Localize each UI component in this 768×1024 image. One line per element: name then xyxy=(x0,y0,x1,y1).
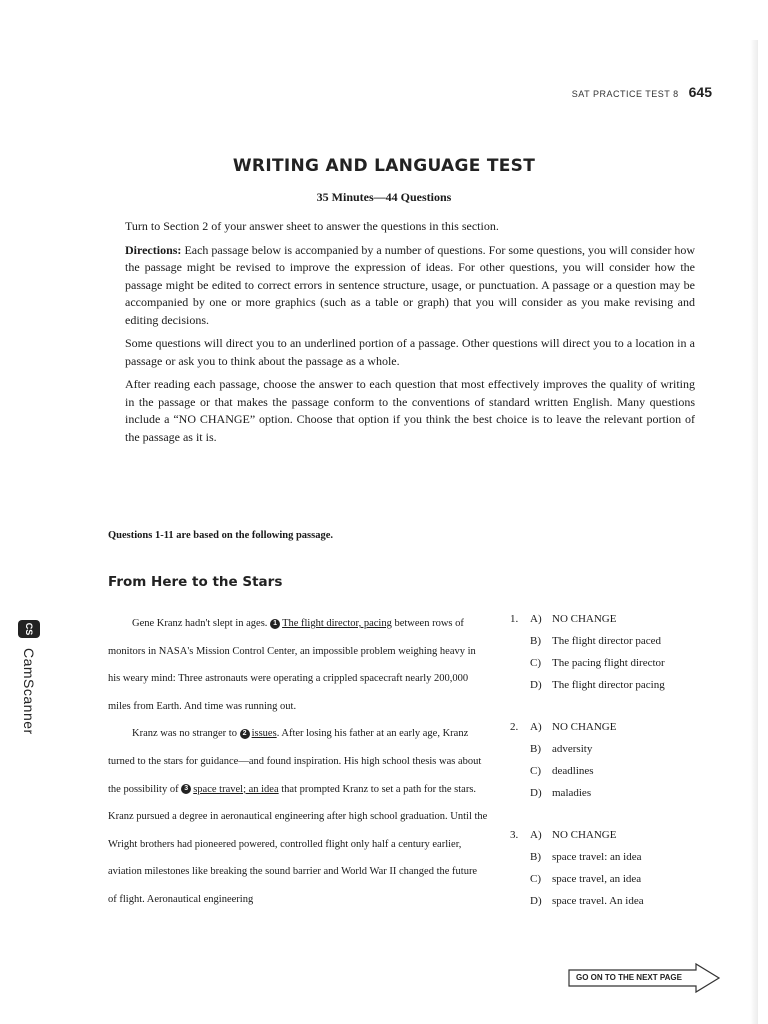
page-header xyxy=(572,84,712,100)
option-letter: B) xyxy=(530,743,541,755)
option-letter: C) xyxy=(530,765,541,777)
option-letter: A) xyxy=(530,613,542,625)
passage-text: Kranz was no stranger to xyxy=(132,728,240,740)
passage-paragraph-1 xyxy=(108,610,488,720)
question-number: 1. xyxy=(510,613,519,625)
answer-option[interactable] xyxy=(510,760,730,782)
option-text: The pacing flight director xyxy=(552,657,665,669)
camscanner-watermark xyxy=(20,618,38,735)
question-2 xyxy=(510,716,730,804)
option-letter: B) xyxy=(530,851,541,863)
option-text: The flight director paced xyxy=(552,635,662,647)
next-page-arrow[interactable] xyxy=(566,962,722,994)
directions-label: Directions: xyxy=(125,242,182,257)
answer-option[interactable] xyxy=(510,890,730,912)
option-text: adversity xyxy=(552,743,593,755)
directions-paragraph xyxy=(125,242,695,330)
question-number: 2. xyxy=(510,721,519,733)
option-text: space travel. An idea xyxy=(552,895,644,907)
option-text: space travel: an idea xyxy=(552,851,642,863)
question-marker-1: 1 xyxy=(270,619,280,629)
question-marker-2: 2 xyxy=(240,729,250,739)
answer-option[interactable] xyxy=(510,782,730,804)
passage-text: between rows of monitors in NASA's Mission Control Center, an impossible problem weighing heavy in his weary mind: Three astronauts were operating a crippled spacecraft nearly 200,000 miles from Earth. And time was running out. xyxy=(108,618,476,712)
questions-column xyxy=(510,608,730,932)
intro-section xyxy=(125,218,695,452)
directions-text: Each passage below is accompanied by a number of questions. For some questions, you will consider how the passage might be revised to improve the expression of ideas. For other questions, you will consider how the passage might be edited to correct errors in sentence structure, usage, or punctuation. A passage or a question may be accompanied by one or more graphics (such as a table or graph) that you will consider as you make revising and editing decisions. xyxy=(125,242,695,327)
intro-paragraph-3: After reading each passage, choose the answer to each question that most effectively improves the quality of writing in the passage or that makes the passage conform to the conventions of standard written English. Many questions include a “NO CHANGE” option. Choose that option if you think the best choice is to leave the relevant portion of the passage as it is. xyxy=(125,377,695,444)
option-letter: B) xyxy=(530,635,541,647)
option-letter: D) xyxy=(530,679,542,691)
passage-paragraph-2 xyxy=(108,720,488,913)
option-text: NO CHANGE xyxy=(552,721,617,733)
option-text: maladies xyxy=(552,787,592,799)
answer-option[interactable] xyxy=(510,824,730,846)
answer-option[interactable] xyxy=(510,868,730,890)
page-title: WRITING AND LANGUAGE TEST xyxy=(232,156,536,176)
option-text: The flight director pacing xyxy=(552,679,665,691)
passage-body xyxy=(108,610,488,914)
passage-title: From Here to the Stars xyxy=(108,574,283,590)
option-letter: C) xyxy=(530,657,541,669)
intro-line: Turn to Section 2 of your answer sheet to answer the questions in this section. xyxy=(125,219,499,233)
questions-label: Questions 1-11 are based on the following passage. xyxy=(108,530,333,541)
answer-option[interactable] xyxy=(510,630,730,652)
page-number: 645 xyxy=(688,84,712,100)
question-marker-3: 3 xyxy=(181,784,191,794)
answer-option[interactable] xyxy=(510,652,730,674)
question-1 xyxy=(510,608,730,696)
page-subtitle: 35 Minutes—44 Questions xyxy=(316,190,452,204)
option-text: NO CHANGE xyxy=(552,829,617,841)
option-text: deadlines xyxy=(552,765,594,777)
option-letter: C) xyxy=(530,873,541,885)
option-letter: D) xyxy=(530,787,542,799)
question-3 xyxy=(510,824,730,912)
underlined-portion-1: The flight director, pacing xyxy=(282,618,392,629)
option-text: NO CHANGE xyxy=(552,613,617,625)
underlined-portion-2: issues xyxy=(251,728,277,740)
answer-option[interactable] xyxy=(510,738,730,760)
answer-option[interactable] xyxy=(510,674,730,696)
underlined-portion-3: space travel; an idea xyxy=(193,783,279,795)
answer-option[interactable] xyxy=(510,716,730,738)
answer-option[interactable] xyxy=(510,846,730,868)
camscanner-text: CamScanner xyxy=(21,648,37,735)
page-edge-shadow xyxy=(750,40,758,1024)
question-number: 3. xyxy=(510,829,519,841)
option-letter: A) xyxy=(530,721,542,733)
option-text: space travel, an idea xyxy=(552,873,642,885)
passage-text: that prompted Kranz to set a path for the stars. Kranz pursued a degree in aeronautical engineering after high school graduation. Until the Wright brothers had pioneered powered, controlled flight only half a century earlier, aviation milestones like breaking the sound barrier and World War II changed the future of flight. Aeronautical engineering xyxy=(108,783,488,905)
passage-text: Gene Kranz hadn't slept in ages. xyxy=(132,618,271,629)
test-name: SAT PRACTICE TEST 8 xyxy=(571,89,679,99)
passage-text: . After losing his father at an early age, Kranz turned to the stars for guidance—and found inspiration. His high school thesis was about the possibility of xyxy=(108,728,482,795)
camscanner-logo-icon: CS xyxy=(18,620,40,638)
option-letter: D) xyxy=(530,895,542,907)
answer-option[interactable] xyxy=(510,608,730,630)
intro-paragraph-2: Some questions will direct you to an underlined portion of a passage. Other questions will direct you to a location in a passage or ask you to think about the passage as a whole. xyxy=(125,336,695,368)
next-page-label: GO ON TO THE NEXT PAGE xyxy=(576,973,682,982)
option-letter: A) xyxy=(530,829,542,841)
